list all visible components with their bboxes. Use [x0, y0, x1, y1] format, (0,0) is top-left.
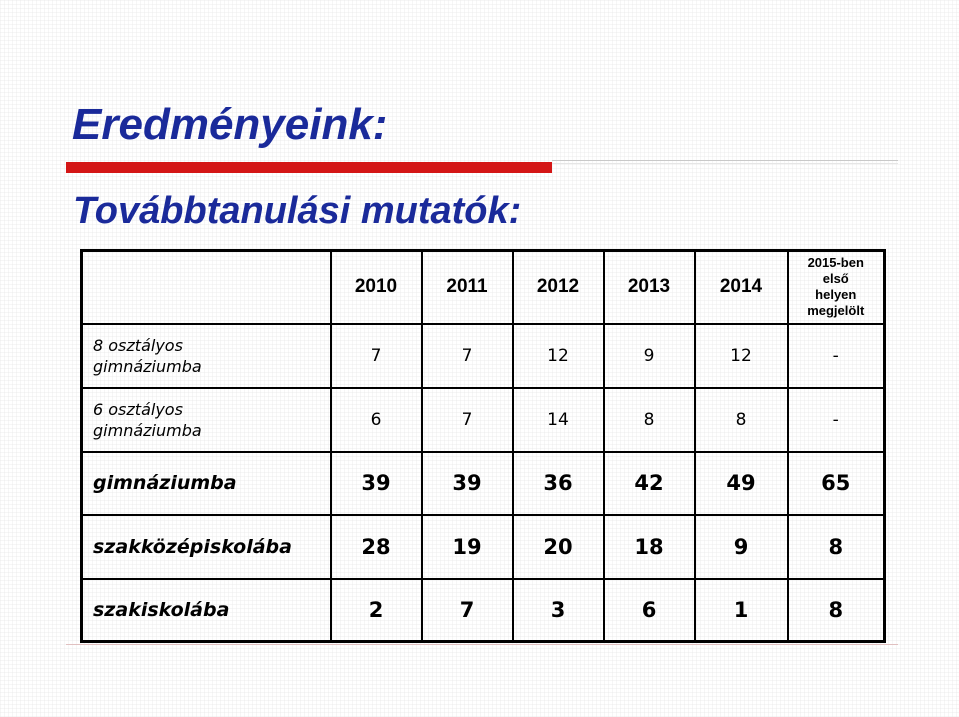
table-header-row: [82, 251, 885, 324]
table-cell: 7: [422, 579, 513, 642]
row-label-line: 6 osztályos: [93, 399, 183, 419]
row-label: [82, 324, 331, 388]
row-label: [82, 388, 331, 452]
row-label-line: gimnáziumba: [93, 356, 202, 376]
table-cell: 49: [695, 452, 788, 515]
table-cell: 7: [331, 324, 422, 388]
table-cell: 8: [604, 388, 695, 452]
table-cell: 12: [695, 324, 788, 388]
table-cell: 7: [422, 388, 513, 452]
page-subtitle: Továbbtanulási mutatók:: [73, 190, 522, 232]
table-cell: 7: [422, 324, 513, 388]
header-line: helyen: [815, 287, 857, 303]
row-label: gimnáziumba: [82, 452, 331, 515]
row-label: szakközépiskolába: [82, 515, 331, 579]
table-cell: 6: [604, 579, 695, 642]
year-header: 2014: [695, 251, 788, 324]
year-header: 2013: [604, 251, 695, 324]
table-row: [82, 515, 885, 579]
table-row: [82, 388, 885, 452]
table-cell: 28: [331, 515, 422, 579]
table-cell: 9: [604, 324, 695, 388]
results-table-wrapper: [80, 249, 886, 643]
title-divider-accent: [66, 162, 552, 173]
table-row: [82, 324, 885, 388]
table-cell: 19: [422, 515, 513, 579]
year-header: 2012: [513, 251, 604, 324]
header-line: 2015-ben: [807, 255, 864, 271]
page-title: Eredményeink:: [72, 100, 388, 149]
table-cell: 12: [513, 324, 604, 388]
year-header: 2010: [331, 251, 422, 324]
table-cell: 14: [513, 388, 604, 452]
year-header: 2011: [422, 251, 513, 324]
table-cell: 2: [331, 579, 422, 642]
title-divider: [66, 160, 898, 174]
table-row: [82, 579, 885, 642]
table-cell: 9: [695, 515, 788, 579]
row-label-line: gimnáziumba: [93, 420, 202, 440]
table-cell: 39: [422, 452, 513, 515]
table-cell: 1: [695, 579, 788, 642]
table-cell: 8: [695, 388, 788, 452]
table-cell: 18: [604, 515, 695, 579]
table-cell: -: [788, 388, 885, 452]
results-table: [80, 249, 886, 643]
table-cell: -: [788, 324, 885, 388]
table-cell: 6: [331, 388, 422, 452]
table-cell: 8: [788, 579, 885, 642]
table-cell: 42: [604, 452, 695, 515]
table-cell: 8: [788, 515, 885, 579]
bottom-rule: [66, 644, 898, 645]
table-cell: 36: [513, 452, 604, 515]
table-row: [82, 452, 885, 515]
row-label-line: 8 osztályos: [93, 335, 183, 355]
table-cell: 65: [788, 452, 885, 515]
table-cell: 3: [513, 579, 604, 642]
row-label: szakiskolába: [82, 579, 331, 642]
header-empty-cell: [82, 251, 331, 324]
header-line: első: [822, 271, 849, 287]
first-choice-2015-header: [788, 251, 885, 324]
header-line: megjelölt: [807, 303, 865, 319]
table-cell: 20: [513, 515, 604, 579]
table-cell: 39: [331, 452, 422, 515]
title-divider-line: [552, 160, 898, 164]
